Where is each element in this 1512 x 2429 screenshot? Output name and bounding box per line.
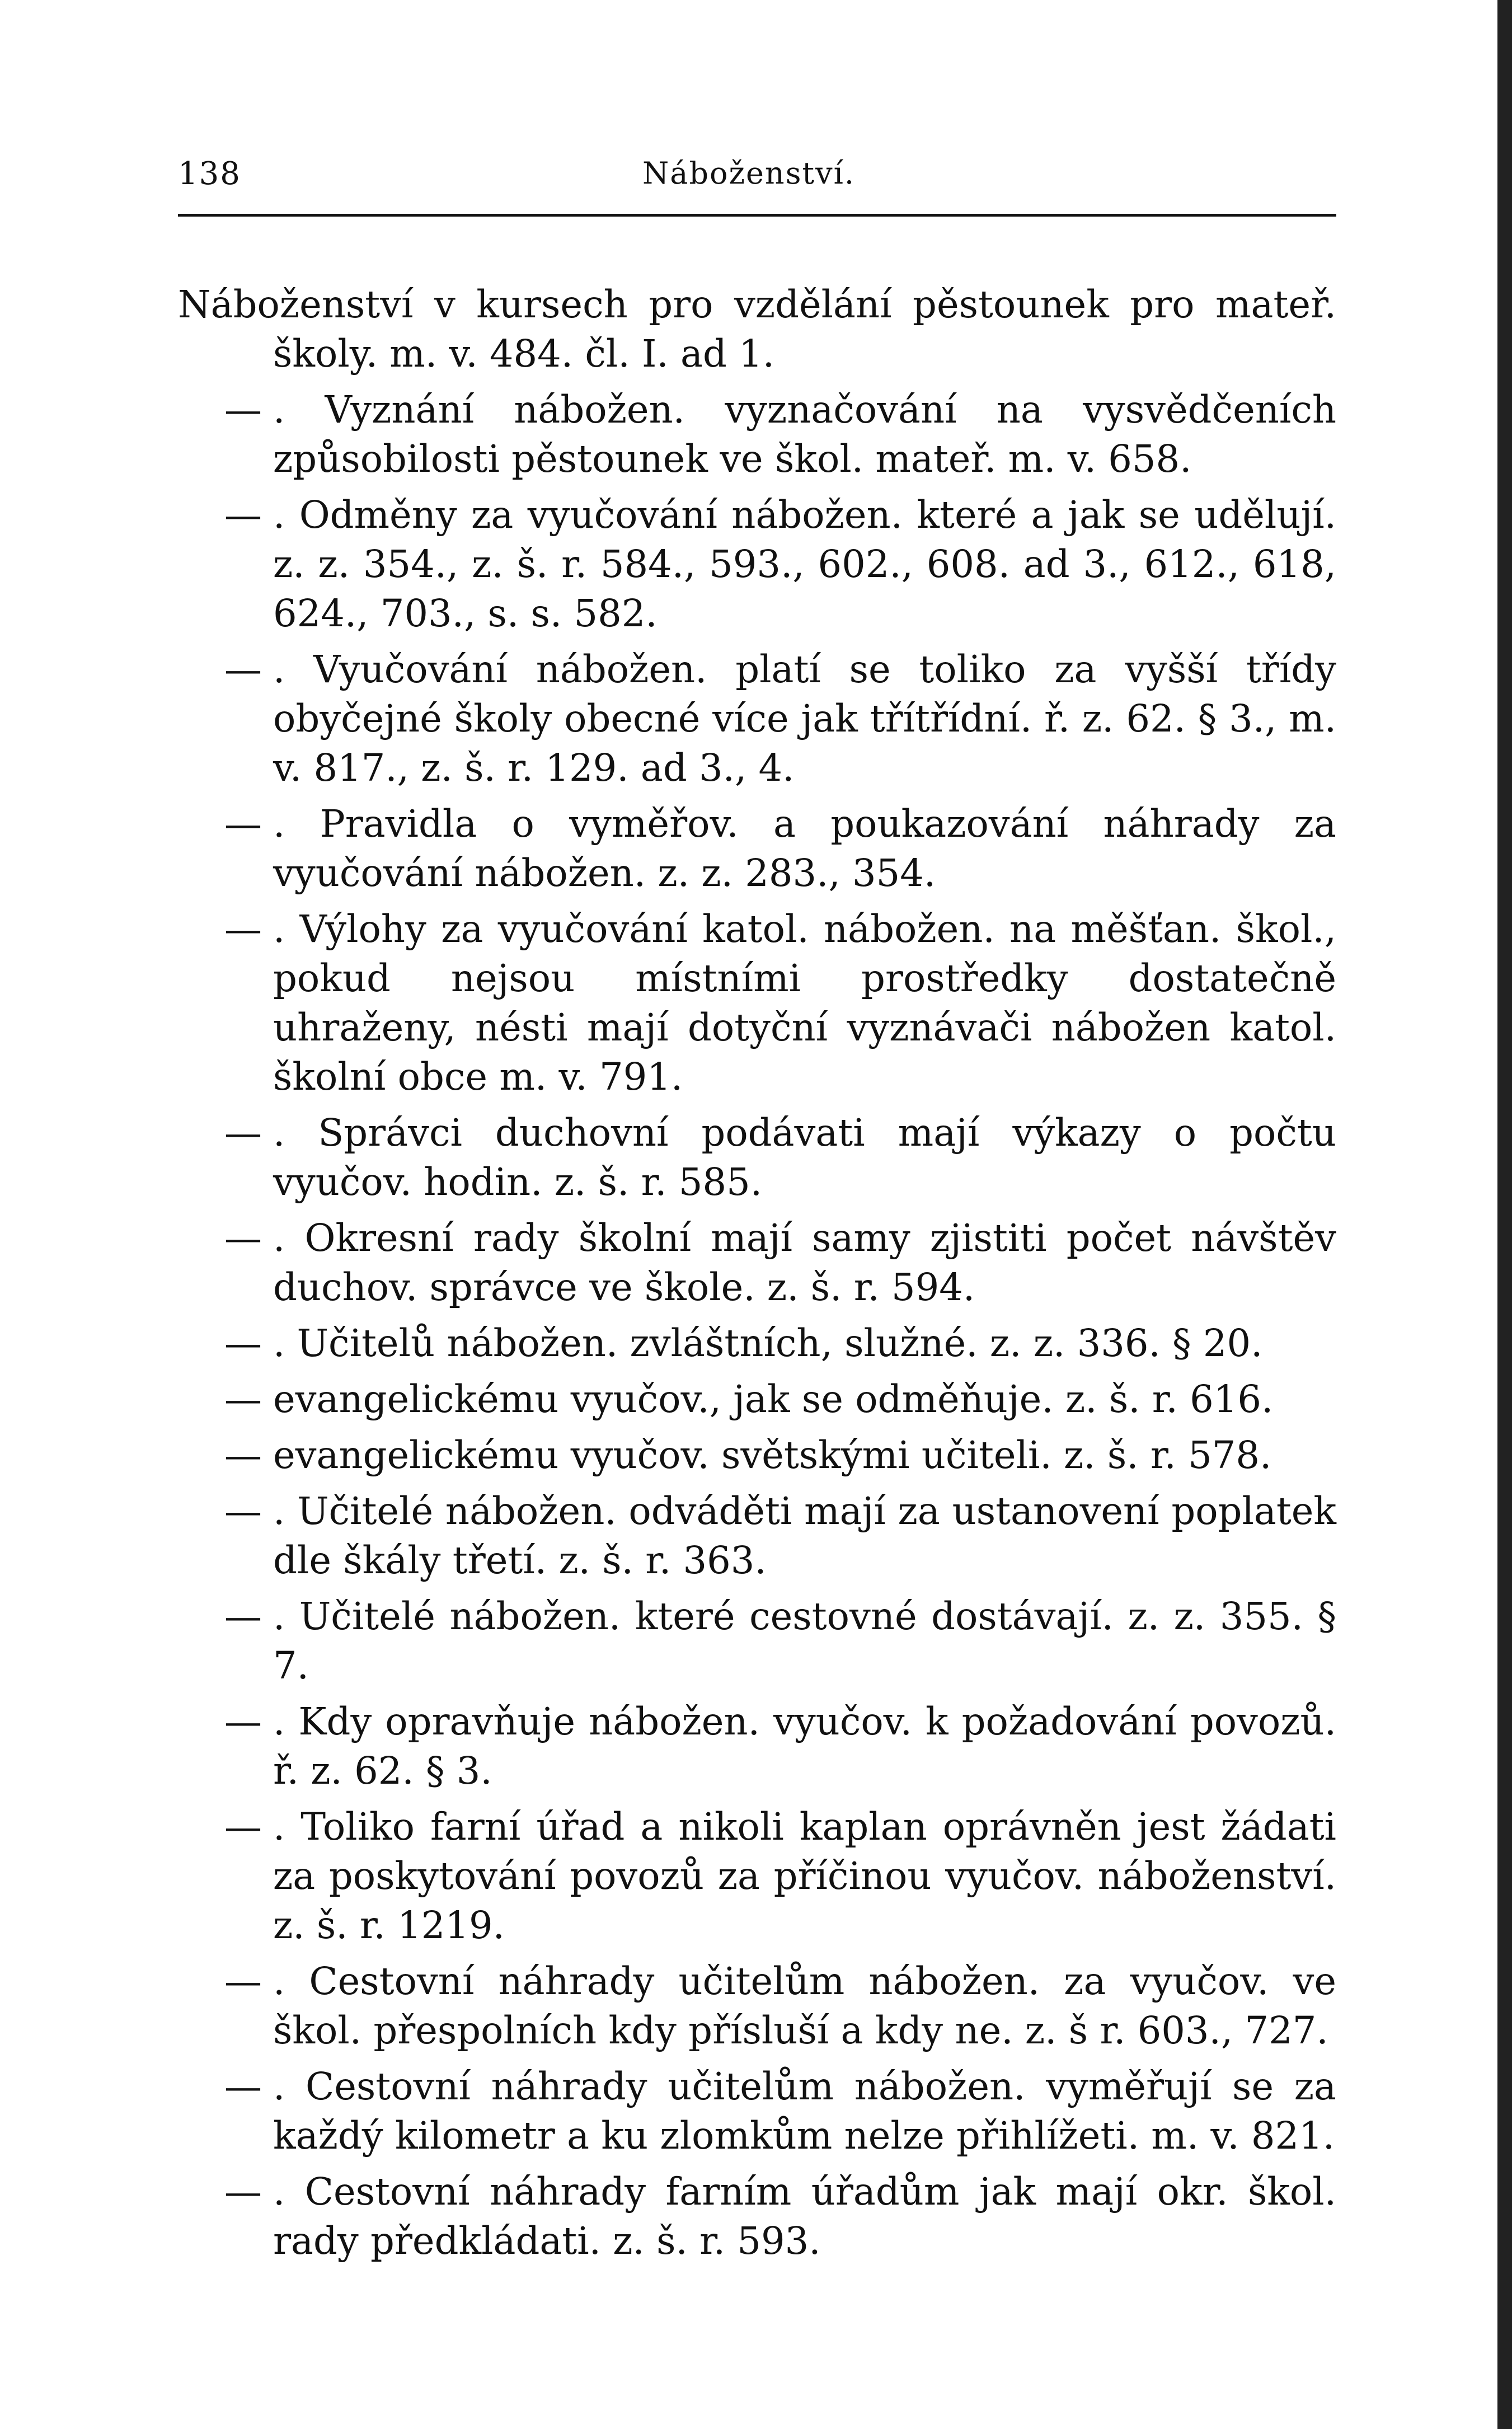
entry-text: . Cestovní náhrady učitelům nábožen. za vyučov. ve škol. přespolních kdy přísluší a kdy ne. z. š r. 603., 727. bbox=[273, 1959, 1336, 2052]
entry-dash: — bbox=[224, 802, 262, 846]
entry-dash: — bbox=[224, 1321, 262, 1365]
entry-dash: — bbox=[224, 907, 262, 951]
entry-dash: — bbox=[224, 1377, 262, 1421]
entry-text: . Kdy opravňuje nábožen. vyučov. k požadování povozů. ř. z. 62. § 3. bbox=[273, 1700, 1336, 1793]
index-entry bbox=[178, 1487, 1336, 1585]
entry-dash: — bbox=[224, 1216, 262, 1260]
page-header bbox=[178, 156, 1336, 200]
entry-dash: — bbox=[224, 1489, 262, 1533]
index-entry bbox=[178, 1108, 1336, 1207]
index-entry bbox=[178, 1431, 1336, 1480]
index-entry bbox=[178, 1697, 1336, 1795]
entry-text: . Učitelů nábožen. zvláštních, služné. z. z. 336. § 20. bbox=[273, 1321, 1263, 1365]
index-entry bbox=[178, 1319, 1336, 1368]
index-entry bbox=[178, 280, 1336, 378]
entry-text: . Učitelé nábožen. odváděti mají za ustanovení poplatek dle škály třetí. z. š. r. 363. bbox=[273, 1489, 1336, 1582]
entry-text: . Odměny za vyučování nábožen. které a jak se udělují. z. z. 354., z. š. r. 584., 593., 602., 608. ad 3., 612., 618, 624., 703., s. s. 582. bbox=[273, 493, 1336, 635]
entry-dash: — bbox=[224, 1111, 262, 1155]
index-entry bbox=[178, 385, 1336, 484]
entry-dash: — bbox=[224, 2170, 262, 2214]
header-rule bbox=[178, 214, 1336, 217]
entry-text: . Vyučování nábožen. platí se toliko za vyšší třídy obyčejné školy obecné více jak třítřídní. ř. z. 62. § 3., m. v. 817., z. š. r. 129. ad 3., 4. bbox=[273, 648, 1336, 790]
entry-text: . Okresní rady školní mají samy zjistiti počet návštěv duchov. správce ve škole. z. š. r. 594. bbox=[273, 1216, 1336, 1309]
index-entry bbox=[178, 490, 1336, 638]
index-entry bbox=[178, 645, 1336, 793]
entry-dash: — bbox=[224, 493, 262, 537]
running-head: Náboženství. bbox=[642, 156, 856, 191]
entry-text: . Toliko farní úřad a nikoli kaplan oprávněn jest žádati za poskytování povozů za příčinou vyučov. náboženství. z. š. r. 1219. bbox=[273, 1805, 1336, 1947]
entry-text: . Cestovní náhrady farním úřadům jak mají okr. škol. rady předkládati. z. š. r. 593. bbox=[273, 2170, 1336, 2263]
entry-dash: — bbox=[224, 1595, 262, 1638]
entry-text: . Cestovní náhrady učitelům nábožen. vyměřují se za každý kilometr a ku zlomkům nelze přihlížeti. m. v. 821. bbox=[273, 2065, 1336, 2158]
index-entry bbox=[178, 2062, 1336, 2160]
entry-dash: — bbox=[224, 1805, 262, 1849]
entry-dash: — bbox=[224, 2065, 262, 2108]
index-entry bbox=[178, 1375, 1336, 1424]
entry-text: . Výlohy za vyučování katol. nábožen. na měšťan. škol., pokud nejsou místními prostředky dostatečně uhraženy, nésti mají dotyční vyznávači nábožen katol. školní obce m. v. 791. bbox=[273, 907, 1336, 1099]
page-edge-shadow bbox=[1497, 0, 1512, 2429]
index-entry bbox=[178, 1592, 1336, 1690]
index-entry bbox=[178, 1802, 1336, 1950]
entry-dash: — bbox=[224, 1700, 262, 1743]
entry-dash: — bbox=[224, 1433, 262, 1477]
page-number: 138 bbox=[178, 156, 241, 192]
index-entries bbox=[178, 280, 1336, 2272]
entry-text: . Učitelé nábožen. které cestovné dostávají. z. z. 355. § 7. bbox=[273, 1595, 1336, 1687]
entry-text: . Pravidla o vyměřov. a poukazování náhrady za vyučování nábožen. z. z. 283., 354. bbox=[273, 802, 1336, 895]
entry-text: . Vyznání nábožen. vyznačování na vysvědčeních způsobilosti pěstounek ve škol. mateř. m. v. 658. bbox=[273, 388, 1336, 481]
entry-text: evangelickému vyučov., jak se odměňuje. z. š. r. 616. bbox=[273, 1377, 1274, 1421]
entry-dash: — bbox=[224, 648, 262, 691]
index-entry bbox=[178, 1213, 1336, 1312]
entry-text: Náboženství v kursech pro vzdělání pěstounek pro mateř. školy. m. v. 484. čl. I. ad 1. bbox=[178, 283, 1336, 376]
entry-dash: — bbox=[224, 388, 262, 432]
entry-text: evangelickému vyučov. světskými učiteli. z. š. r. 578. bbox=[273, 1433, 1272, 1477]
index-entry bbox=[178, 904, 1336, 1101]
index-entry bbox=[178, 799, 1336, 898]
index-entry bbox=[178, 2167, 1336, 2266]
index-entry bbox=[178, 1957, 1336, 2055]
entry-text: . Správci duchovní podávati mají výkazy o počtu vyučov. hodin. z. š. r. 585. bbox=[273, 1111, 1336, 1204]
entry-dash: — bbox=[224, 1959, 262, 2003]
